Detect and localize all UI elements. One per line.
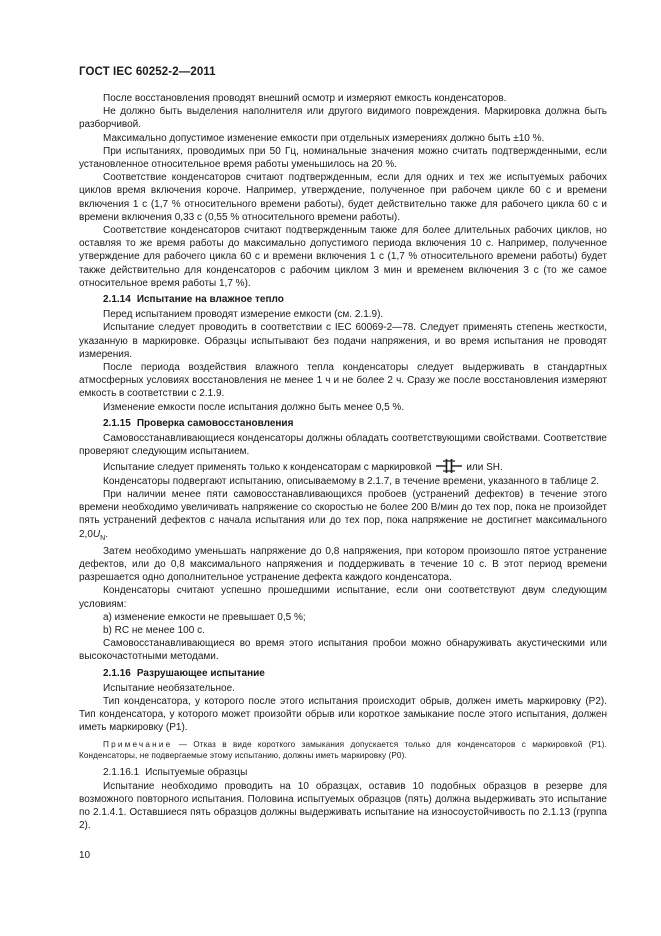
section-title: Испытуемые образцы — [145, 766, 248, 778]
paragraph: После периода воздействия влажного тепла конденсаторы следует выдерживать в стандартных атмосферных условиях восстановления не менее 1 ч и не более 2 ч. Сразу же после восстановления измеряют емкость в соответствии с 2.1.9. — [79, 362, 607, 400]
text-run: Испытание следует применять только к конденсаторам с маркировкой — [103, 462, 432, 474]
paragraph: Конденсаторы считают успешно прошедшими испытание, если они соответствуют двум следующим условиям: — [79, 585, 607, 610]
section-heading-2-1-14 — [79, 293, 607, 306]
paragraph: Перед испытанием проводят измерение емкости (см. 2.1.9). — [103, 309, 384, 321]
paragraph: Не должно быть выделения наполнителя или другого видимого повреждения. Маркировка должна быть разборчивой. — [79, 106, 607, 131]
text-run: При наличии менее пяти самовосстанавливающихся пробоев (устранений дефектов) в течение этого времени необходимо увеличивать напряжение со скоростью не более 200 В/мин до тех пор, пока не произойдет пять устранений дефектов с начала испытания или до тех пор, пока напряжение не достигнет максимального 2,0 — [79, 488, 607, 540]
section-title: Испытание на влажное тепло — [136, 294, 284, 306]
section-number: 2.1.15 — [103, 417, 131, 429]
paragraph: После восстановления проводят внешний осмотр и измеряют емкость конденсаторов. — [103, 93, 507, 104]
note-label: Примечание — [103, 739, 173, 749]
self-healing-capacitor-symbol-icon — [436, 458, 462, 474]
paragraph: Максимально допустимое изменение емкости при отдельных измерениях должно быть ±10 %. — [103, 132, 545, 144]
paragraph: Конденсаторы подвергают испытанию, описываемому в 2.1.7, в течение времени, указанного в таблице 2. — [103, 475, 600, 487]
paragraph — [79, 458, 607, 474]
text-run: или SH. — [466, 462, 503, 474]
paragraph: Соответствие конденсаторов считают подтвержденным, если для одних и тех же испытуемых рабочих циклов время включения короче. Например, утверждение, полученное при рабочем цикле 60 с и времени включения 1 с (1,7 % относительного времени работы), будет действительно также для рабочего цикла 60 с и времени включения 0,33 с (0,55 % относительного времени работы). — [79, 172, 607, 223]
note-text: — Отказ в виде короткого замыкания допускается только для конденсаторов с маркировкой (P1). Конденсаторы, не подвергаемые этому испытанию, должны иметь маркировку (P0). — [79, 739, 607, 761]
paragraph — [79, 488, 607, 545]
section-number: 2.1.16 — [103, 667, 131, 679]
paragraph: Испытание необязательное. — [103, 682, 235, 694]
section-number: 2.1.16.1 — [103, 766, 140, 778]
document-body — [79, 92, 607, 833]
subsection-heading-2-1-16-1 — [79, 766, 607, 779]
voltage-symbol: U — [92, 528, 101, 540]
paragraph: Затем необходимо уменьшать напряжение до 0,8 напряжения, при котором произошло пятое устранение дефектов, или до 0,8 максимального напряжения и поддерживать в течение 10 с. В этот период времени разрешается одно дополнительное устранение дефекта каждого конденсатора. — [79, 545, 607, 584]
paragraph: Тип конденсатора, у которого после этого испытания происходит обрыв, должен иметь маркировку (P2). Тип конденсатора, у которого может произойти обрыв или короткое замыкание после этого испытания, должен иметь маркировку (P1). — [79, 695, 607, 734]
text-run: . — [105, 528, 108, 540]
section-heading-2-1-16 — [79, 667, 607, 680]
section-number: 2.1.14 — [103, 294, 131, 306]
section-title: Разрушающее испытание — [136, 667, 265, 679]
paragraph: При испытаниях, проводимых при 50 Гц, номинальные значения можно считать подтвержденными, если установленное относительное время работы уменьшилось на 20 %. — [79, 145, 607, 171]
note — [79, 739, 607, 762]
page-number: 10 — [79, 850, 91, 861]
paragraph: Соответствие конденсаторов считают подтвержденным также для более длительных рабочих циклов, но оставляя то же время работы до максимально допустимого периода включения 10 с. Например, полученное утверждение для рабочего цикла 60 с и времени включения 1 с (1,7 % относительного времени работы) будет также действительно для конденсаторов с рабочим циклом 3 мин и временем включения 3 с (то же самое относительное время работы 1,7 %). — [79, 225, 607, 289]
paragraph: Самовосстанавливающиеся конденсаторы должны обладать соответствующими свойствами. Соответствие проверяют следующим испытанием. — [79, 433, 607, 458]
paragraph: Испытание следует проводить в соответствии с IEC 60069-2—78. Следует применять степень жесткости, указанную в маркировке. Образцы испытывают без подачи напряжения, и во время испытания не проводят измерения. — [79, 322, 607, 360]
paragraph: Испытание необходимо проводить на 10 образцах, оставив 10 подобных образцов в резерве для возможного повторного испытания. Половина испытуемых образцов (пять) должна выдерживать это испытание по 2.1.4.1. Оставшиеся пять образцов должны выдерживать испытание на износоустойчивость по 2.1.13 (группа 2). — [79, 780, 607, 832]
paragraph: Изменение емкости после испытания должно быть менее 0,5 %. — [103, 401, 405, 413]
paragraph: Самовосстанавливающиеся во время этого испытания пробои можно обнаруживать акустическими или высокочастотными методами. — [79, 638, 607, 663]
page-header: ГОСТ IEC 60252-2—2011 — [79, 66, 216, 78]
section-title: Проверка самовосстановления — [136, 417, 294, 429]
section-heading-2-1-15 — [79, 417, 607, 430]
list-item: a) изменение емкости не превышает 0,5 %; — [103, 611, 306, 623]
voltage-subscript: N — [100, 534, 106, 542]
list-item: b) RC не менее 100 с. — [103, 624, 205, 636]
